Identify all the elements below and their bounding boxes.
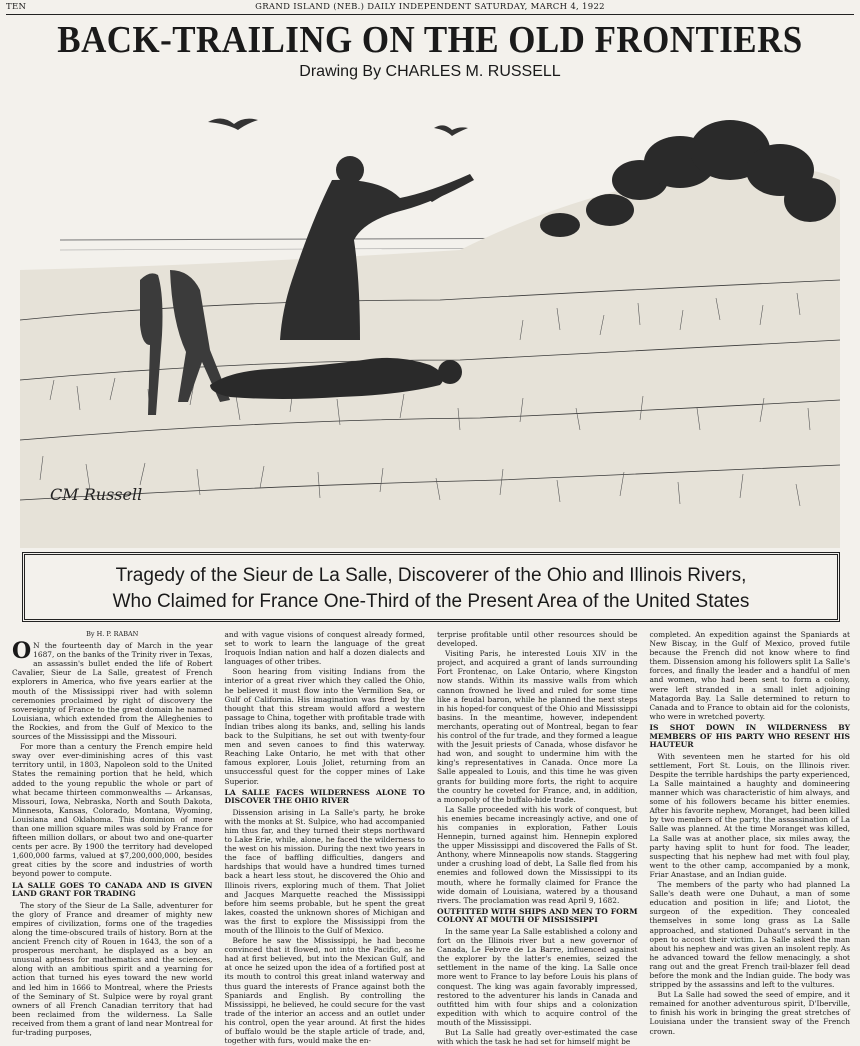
section-heading: OUTFITTED WITH SHIPS AND MEN TO FORM COLONY AT MOUTH OF MISSISSIPPI xyxy=(437,906,638,925)
paragraph: Visiting Paris, he interested Louis XIV in the project, and acquired a grant of lands surrounding Fort Frontenac, on Lake Ontario, where Kingston now stands. Within its massive walls from which cannon frowned he lived and ruled for some time like a feudal baron, while he planned the next steps in his hoped-for conquest of the Ohio and Mississippi basins. In the meantime, however, independent merchants, operating out of Montreal, began to fear his control of the fur trade, and they formed a league with the Jesuit priests of Canada, whose disfavor he had won, and sought to undermine him with the king's representatives in Canada. Once more La Salle appealed to Louis, and this time he was given grants for building more forts, the right to acquire the country he coveted for France, and, in addition, a monopoly of the buffalo-hide trade. xyxy=(437,649,638,804)
subhead-box xyxy=(22,552,840,622)
paragraph: Dissension arising in La Salle's party, he broke with the monks at St. Sulpice, who had accompanied him thus far, and they turned their steps northward to Lake Erie, while, alone, he faced the wilderness to the west on his mission. During the next two years in the face of baffling difficulties, dangers and hardships that would have a hundred times turned back a heart less stout, he discovered the Ohio and Illinois rivers, exploring much of them. That Joliet and Jacques Marquette reached the Mississippi before him seems probable, but he spent the great lakes, coasted the unknown shores of Michigan and was the first to explore the Mississippi from the mouth of the Illinois to the Gulf of Mexico. xyxy=(224,807,425,935)
page-header xyxy=(6,2,854,14)
article-column-1 xyxy=(12,630,213,1038)
drop-cap: O xyxy=(12,638,32,665)
subhead-line-1: Tragedy of the Sieur de La Salle, Discoverer of the Ohio and Illinois Rivers, xyxy=(115,565,747,586)
headline: BACK-TRAILING ON THE OLD FRONTIERS xyxy=(57,19,803,61)
paragraph: and with vague visions of conquest already formed, set to work to learn the language of the great Iroquois Indian nation and half a dozen dialects and languages of other tribes. xyxy=(224,630,425,667)
paragraph: The story of the Sieur de La Salle, adventurer for the glory of France and dreamer of mighty new empires of civilization, forms one of the tragedies along the time-obscured trails of history. Born at the ancient French city of Rouen in 1643, the son of a prosperous merchant, he displayed as a boy an unusual aptness for mathematics and the sciences, along with an ambitious spirit and a yearning for action that turned his eyes toward the new world and led him in 1666 to Montreal, where the Priests of the Seminary of St. Sulpice were by royal grant owners of all French Canadian territory that had been reclaimed from the wilderness. La Salle received from them a grant of land near Montreal for fur-trading purposes, xyxy=(12,900,213,1038)
article-column-2 xyxy=(224,630,426,1046)
paragraph: O N the fourteenth day of March in the year 1687, on the banks of the Trinity river in Texas, an assassin's bullet ended the life of Robert Cavalier, Sieur de La Salle, greatest of French explorers in America, who five years earlier at the mouth of the Mississippi river had with solemn ceremonies proclaimed by right of discovery the sovereignty of France to the great domain he named Louisiana, which extended from the Alleghenies to the Rockies, and from the Gulf of Mexico to the sources of the Mississippi and the Missouri. xyxy=(12,638,213,742)
article-author: By H. P. RABAN xyxy=(86,630,139,638)
paragraph: The members of the party who had planned La Salle's death were one Duhaut, a man of some education and position in life; and Liotot, the surgeon of the expedition. They concealed themselves in some long grass as La Salle approached, and stationed Duhaut's servant in the open to accost their victim. La Salle asked the man about his nephew and was given an insolent reply. As he advanced toward the fellow menacingly, a shot rang out and the great French trail-blazer fell dead before the monk and the Indian guide. The body was stripped by the assassins and left to the vultures. xyxy=(649,880,850,990)
artist-signature: CM Russell xyxy=(50,485,143,504)
section-heading: LA SALLE GOES TO CANADA AND IS GIVEN LAND GRANT FOR TRADING xyxy=(12,880,213,899)
paragraph: completed. An expedition against the Spaniards at New Biscay, in the Gulf of Mexico, proved futile because the French did not know where to find them. Dissension among his followers split La Salle's forces, and finally the leader and a handful of men and women, who had been sent to form a colony, were left stranded in a small inlet adjoining Matagorda Bay. La Salle determined to return to Canada and to France to obtain aid for the colonists, who were in wretched poverty. xyxy=(649,630,850,721)
paragraph: For more than a century the French empire held sway over ever-diminishing acres of this vast territory until, in 1803, Napoleon sold to the United States the remaining portion that he held, which added to the young republic the whole or part of what became thirteen commonwealths — Arkansas, Missouri, Iowa, Nebraska, North and South Dakota, Minnesota, Kansas, Colorado, Montana, Wyoming, Louisiana and Oklahoma. This dominion of more than one million square miles was sold by France for fifteen million dollars, or about two and one-quarter cents per acre. By 1900 the territory had developed 1,600,000 farms, valued at $7,200,000,000, besides great cities by the score and industries of worth beyond power to compute. xyxy=(12,742,213,879)
paragraph: terprise profitable until other resources should be developed. xyxy=(437,630,638,649)
article-column-4 xyxy=(649,630,851,1036)
paragraph: La Salle proceeded with his work of conquest, but his enemies became increasingly active, and one of his companies in exploration, Father Louis Hennepin, turned against him. Hennepin explored the upper Mississippi and discovered the Falls of St. Anthony, where Minneapolis now stands. Staggering under a crushing load of debt, La Salle fled from his enemies and followed down the Mississippi to its mouth, where he formally claimed for France the wide domain of Louisiana, watered by a thousand rivers. The proclamation was read April 9, 1682. xyxy=(437,804,638,905)
article-body xyxy=(12,630,850,1046)
paper-dateline: GRAND ISLAND (NEB.) DAILY INDEPENDENT SATURDAY, MARCH 4, 1922 xyxy=(255,2,605,12)
section-heading: LA SALLE FACES WILDERNESS ALONE TO DISCOVER THE OHIO RIVER xyxy=(224,787,425,806)
page-number: TEN xyxy=(6,2,27,12)
paragraph: But La Salle had greatly over-estimated the case with which the task he had set for himself might be xyxy=(437,1028,638,1046)
paragraph: Soon hearing from visiting Indians from the interior of a great river which they called the Ohio, he believed it must flow into the Vermilion Sea, or Gulf of California. His imagination was fired by the thought that this stream would afford a western passage to China, together with profitable trade with Indian tribes along its banks, and, selling his lands back to the Sulpitians, he set out with twenty-four men and seven canoes to find this waterway. Reaching Lake Ontario, he met with that other famous explorer, Louis Joliet, returning from an unsuccessful quest for the copper mines of Lake Superior. xyxy=(224,667,425,786)
article-column-3 xyxy=(437,630,638,1046)
paragraph: With seventeen men he started for his old settlement, Fort St. Louis, on the Illinois river. Despite the terrible hardships the party experienced, La Salle maintained a haughty and domineering manner which was characteristic of him always, and some of his followers became his bitter enemies. After his favorite nephew, Moranget, had been killed by two members of the party, the assassination of La Salle was planned. At the time Moranget was killed, La Salle was at another place, six miles away, the party having split to hunt for food. The leader, suspecting that his nephew had met with foul play, went to the other camp, accompanied by a monk, Friar Anastase, and an Indian guide. xyxy=(649,751,850,879)
header-rule xyxy=(6,14,854,15)
subhead-line-2: Who Claimed for France One-Third of the Present Area of the United States xyxy=(112,591,750,612)
paragraph: In the same year La Salle established a colony and fort on the Illinois river but a new governor of Canada, Le Febvre de La Barre, influenced against the explorer by the latter's enemies, seized the settlement in the name of the king. La Salle once more went to France to lay before Louis his plans of conquest. The king was again favorably impressed, restored to the adventurer his lands in Canada and outfitted him with four ships and a colonization expedition with which to acquire control of the mouth of the Mississippi. xyxy=(437,927,638,1027)
paragraph: Before he saw the Mississippi, he had become convinced that it flowed, not into the Pacific, as he had at first believed, but into the Mexican Gulf, and at once he seized upon the idea of a fortified post at its mouth to control this great inland waterway and thus guard the interests of France against both the Spaniards and English. By controlling the Mississippi, he believed, he could secure for the vast trade of the interior an access and an outlet under his control, open the year around. At first the hides of buffalo would be the staple article of trade, and, together with furs, would make the en- xyxy=(224,936,425,1046)
byline: Drawing By CHARLES M. RUSSELL xyxy=(299,63,561,80)
paragraph: But La Salle had sowed the seed of empire, and it remained for another adventurous spirit, D'Iberville, to finish his work in bringing the great stretches of Louisiana under the transient sway of the French crown. xyxy=(649,990,850,1036)
section-heading: IS SHOT DOWN IN WILDERNESS BY MEMBERS OF HIS PARTY WHO RESENT HIS HAUTEUR xyxy=(649,722,850,750)
russell-drawing xyxy=(20,100,844,548)
